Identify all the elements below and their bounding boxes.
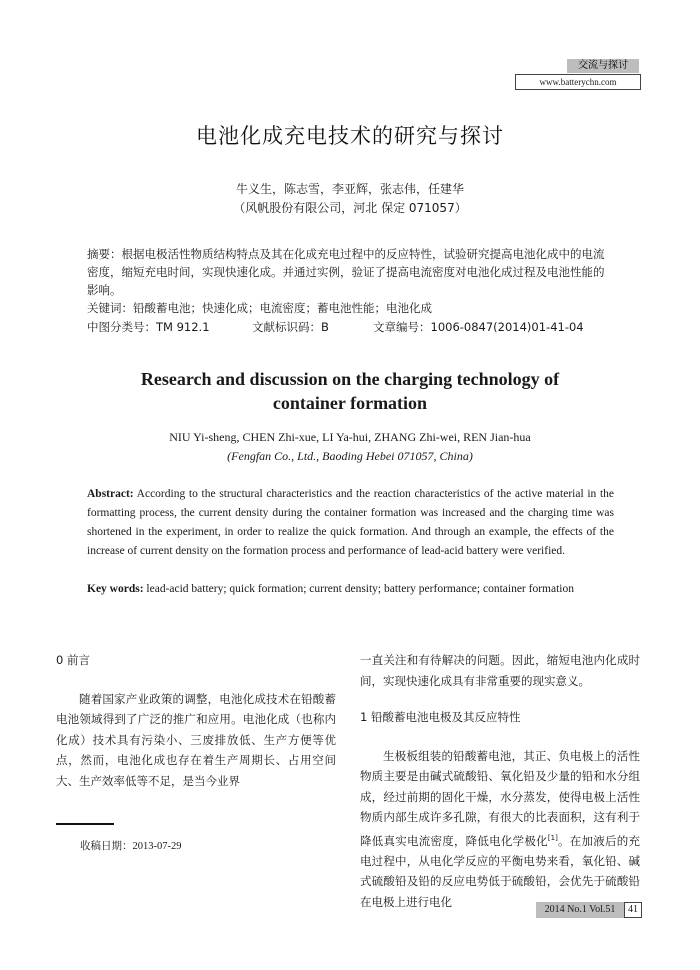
section-1-text-a: 生极板组装的铅酸蓄电池，其正、负电极上的活性物质主要是由碱式硫酸铅、氧化铅及少量的铅和水分组成，经过前期的固化干燥，水分蒸发，使得电极上活性物质内部生成许多孔隙，有很大的比表面积，这有利于降低真实电流密度，降低电化学极化 — [360, 748, 640, 848]
section-heading-intro: 0 前言 — [56, 653, 90, 667]
paper-title-en — [0, 367, 700, 415]
document-code: 文献标识码：B — [252, 320, 329, 334]
section-heading-1: 1 铅酸蓄电池电极及其反应特性 — [360, 710, 521, 724]
intro-continuation: 一直关注和有待解决的问题。因此，缩短电池内化成时间，实现快速化成具有非常重要的现实意义。 — [360, 653, 640, 688]
keywords-cn — [87, 299, 615, 317]
website-url[interactable]: www.batterychn.com — [515, 74, 641, 90]
authors-cn: 牛义生，陈志雪，李亚辉，张志伟，任建华 — [235, 182, 464, 196]
paper-title-en-text: Research and discussion on the charging technology of container formation — [140, 369, 560, 413]
issue-info: 2014 No.1 Vol.51 — [536, 902, 624, 918]
keywords-text-en: lead-acid battery; quick formation; current density; battery performance; container formation — [146, 583, 574, 595]
abstract-text-cn: 根据电极活性物质结构特点及其在化成充电过程中的反应特性，试验研究提高电池化成中的电流密度，缩短充电时间，实现快速化成。并通过实例，验证了提高电流密度对电池化成过程及电池性能的影响。 — [87, 247, 605, 297]
article-number: 文章编号：1006-0847(2014)01-41-04 — [373, 320, 584, 334]
abstract-en — [87, 485, 614, 561]
affiliation-cn: （风帆股份有限公司，河北 保定 071057） — [233, 201, 467, 215]
right-column — [360, 650, 640, 912]
abstract-cn — [87, 245, 615, 299]
keywords-label-cn: 关键词： — [87, 301, 133, 315]
received-date: 收稿日期：2013-07-29 — [80, 841, 182, 852]
section-tag: 交流与探讨 — [567, 59, 639, 73]
keywords-text-cn: 铅酸蓄电池；快速化成；电流密度；蓄电池性能；电池化成 — [133, 301, 432, 315]
left-column — [56, 650, 336, 791]
intro-paragraph: 随着国家产业政策的调整，电池化成技术在铅酸蓄电池领域得到了广泛的推广和应用。电池化成（也称内化成）技术具有污染小、三废排放低、生产方便等优点，然而，电池化成也存在着生产周期长、占用空间大、生产效率低等不足，是当今业界 — [56, 691, 336, 788]
class-number: 中图分类号：TM 912.1 — [87, 320, 210, 334]
affiliation-en: (Fengfan Co., Ltd., Baoding Hebei 071057, China) — [227, 449, 473, 463]
keywords-en — [87, 580, 614, 599]
section-1-text-b: 。在加液后的充电过程中，从电化学反应的平衡电势来看，氧化铅、碱式硫酸铅及铅的反应电势低于硫酸铅，会优先于硫酸铅在电极上进行电化 — [360, 833, 641, 909]
keywords-label-en: Key words: — [87, 583, 144, 595]
abstract-label-en: Abstract: — [87, 488, 134, 500]
authors-en: NIU Yi-sheng, CHEN Zhi-xue, LI Ya-hui, ZHANG Zhi-wei, REN Jian-hua — [169, 430, 531, 444]
paper-title-cn: 电池化成充电技术的研究与探讨 — [196, 124, 504, 148]
abstract-text-en: According to the structural characteristics and the reaction characteristics of the active material in the formatting process, the current density during the container formation was increased and the charging time was shortened in the experiment, in order to realize the quick formation. And through an example, the effects of the increase of current density on the formation process and performance of lead-acid battery were verified. — [87, 488, 614, 557]
footnote-divider — [56, 823, 114, 825]
reference-mark[interactable]: [1] — [547, 833, 558, 842]
section-1-paragraph — [360, 746, 640, 913]
page-number: 41 — [624, 902, 642, 918]
abstract-label-cn: 摘要： — [87, 247, 122, 261]
